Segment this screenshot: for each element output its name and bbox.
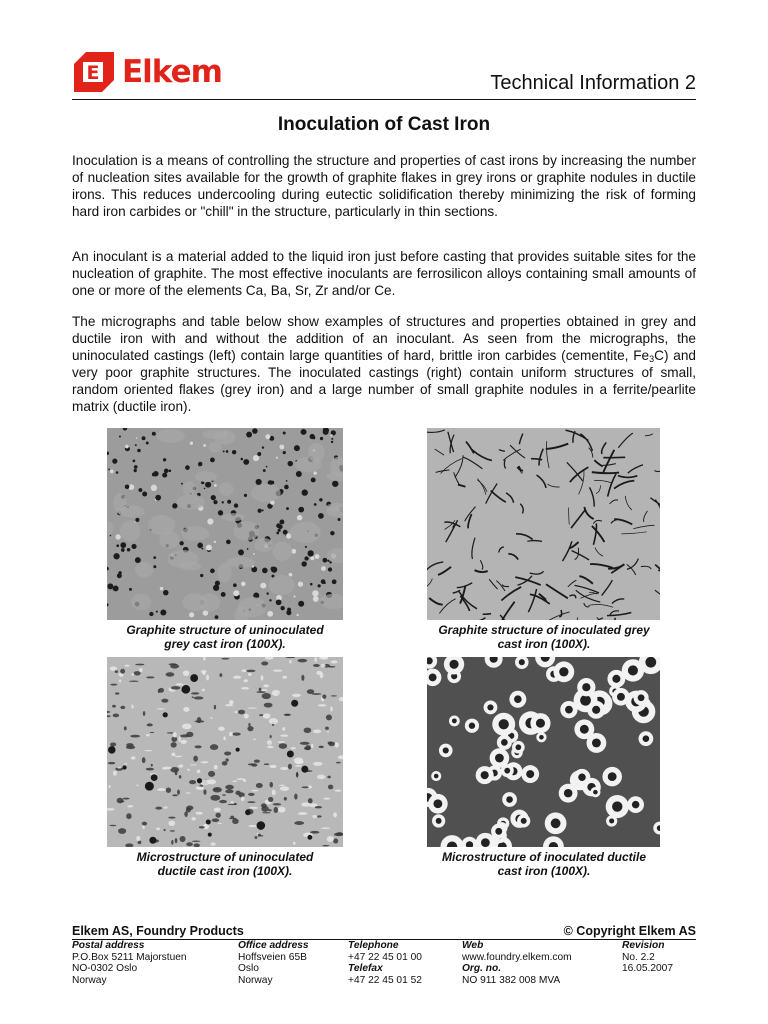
paragraph-intro: Inoculation is a means of controlling the structure and properties of cast irons by increasing the number of nucleation sites available for the growth of graphite flakes in grey irons or graphite nodules in ductile irons. This reduces undercooling during eutectic solidification thereby minimizing the risk of forming hard iron carbides or "chill" in the structure, particularly in thin sections. [72,153,696,220]
paragraph-micrographs [72,313,696,416]
footer-web-link[interactable]: www.foundry.elkem.com [462,951,572,963]
micrograph-uninoculated-ductile [107,657,343,847]
caption-uninoculated-grey [95,623,355,651]
footer-telephone [348,940,422,986]
elkem-logo-mark-icon [72,50,116,94]
footer-company: Elkem AS, Foundry Products [72,924,244,938]
micrograph-inoculated-ductile [427,657,660,847]
micrograph-inoculated-grey [427,428,660,620]
paragraph-micrographs-part2: C) and very poor graphite structures. The inoculated castings (right) contain uniform structures of small, random oriented flakes (grey iron) and a large number of small graphite nodules in a ferrite/pearlite matrix (ductile iron). [72,348,696,415]
footer-heading: Telephone [348,940,399,951]
subscript-3: 3 [649,354,655,365]
header-divider [72,99,696,100]
footer-heading: Telefax [348,963,383,975]
footer-text: Oslo [238,963,259,975]
footer-office-address [238,940,309,986]
footer-web [462,940,572,986]
footer-text: NO-0302 Oslo [72,963,138,975]
footer-copyright: © Copyright Elkem AS [563,924,696,938]
caption-line: Microstructure of uninoculated [136,850,314,864]
caption-uninoculated-ductile [95,850,355,878]
footer-heading: Org. no. [462,963,502,975]
footer-text: Hoffsveien 65B [238,951,307,963]
footer-heading: Revision [622,940,665,951]
elkem-logo [72,50,222,94]
caption-line: ductile cast iron (100X). [157,864,293,878]
caption-line: cast iron (100X). [497,864,591,878]
footer-heading: Postal address [72,940,145,951]
logo-wordmark: Elkem [122,54,222,90]
caption-line: Microstructure of inoculated ductile [441,850,647,864]
caption-line: grey cast iron (100X). [164,637,286,651]
footer-text: Norway [238,974,273,986]
footer-text: Norway [72,974,107,986]
footer-revision [622,940,673,975]
caption-line: Graphite structure of uninoculated [126,623,324,637]
footer-text: +47 22 45 01 00 [348,951,422,963]
caption-inoculated-grey [414,623,674,651]
footer-text: 16.05.2007 [622,963,673,975]
caption-line: Graphite structure of inoculated grey [438,623,650,637]
footer-heading: Web [462,940,484,951]
micrograph-uninoculated-grey [107,428,343,620]
footer-heading: Office address [238,940,309,951]
footer-postal-address [72,940,187,986]
logo-mark-letter: E [86,62,100,84]
footer-text: P.O.Box 5211 Majorstuen [72,951,187,963]
caption-inoculated-ductile [414,850,674,878]
footer-text: +47 22 45 01 52 [348,974,422,986]
caption-line: cast iron (100X). [497,637,591,651]
footer-text: NO 911 382 008 MVA [462,974,561,986]
page-title: Inoculation of Cast Iron [277,114,491,135]
paragraph-inoculant: An inoculant is a material added to the liquid iron just before casting that provides suitable sites for the nucleation of graphite. The most effective inoculants are ferrosilicon alloys containing small amounts of one or more of the elements Ca, Ba, Sr, Zr and/or Ce. [72,249,696,299]
footer-text: No. 2.2 [622,951,655,963]
paragraph-micrographs-part1: The micrographs and table below show examples of structures and properties obtained in grey and ductile iron with and without the addition of an inoculant. As seen from the micrographs, the uninoculated castings (left) contain large quantities of hard, brittle iron carbides (cementite, Fe [72,314,696,364]
document-type-heading: Technical Information 2 [490,72,696,94]
